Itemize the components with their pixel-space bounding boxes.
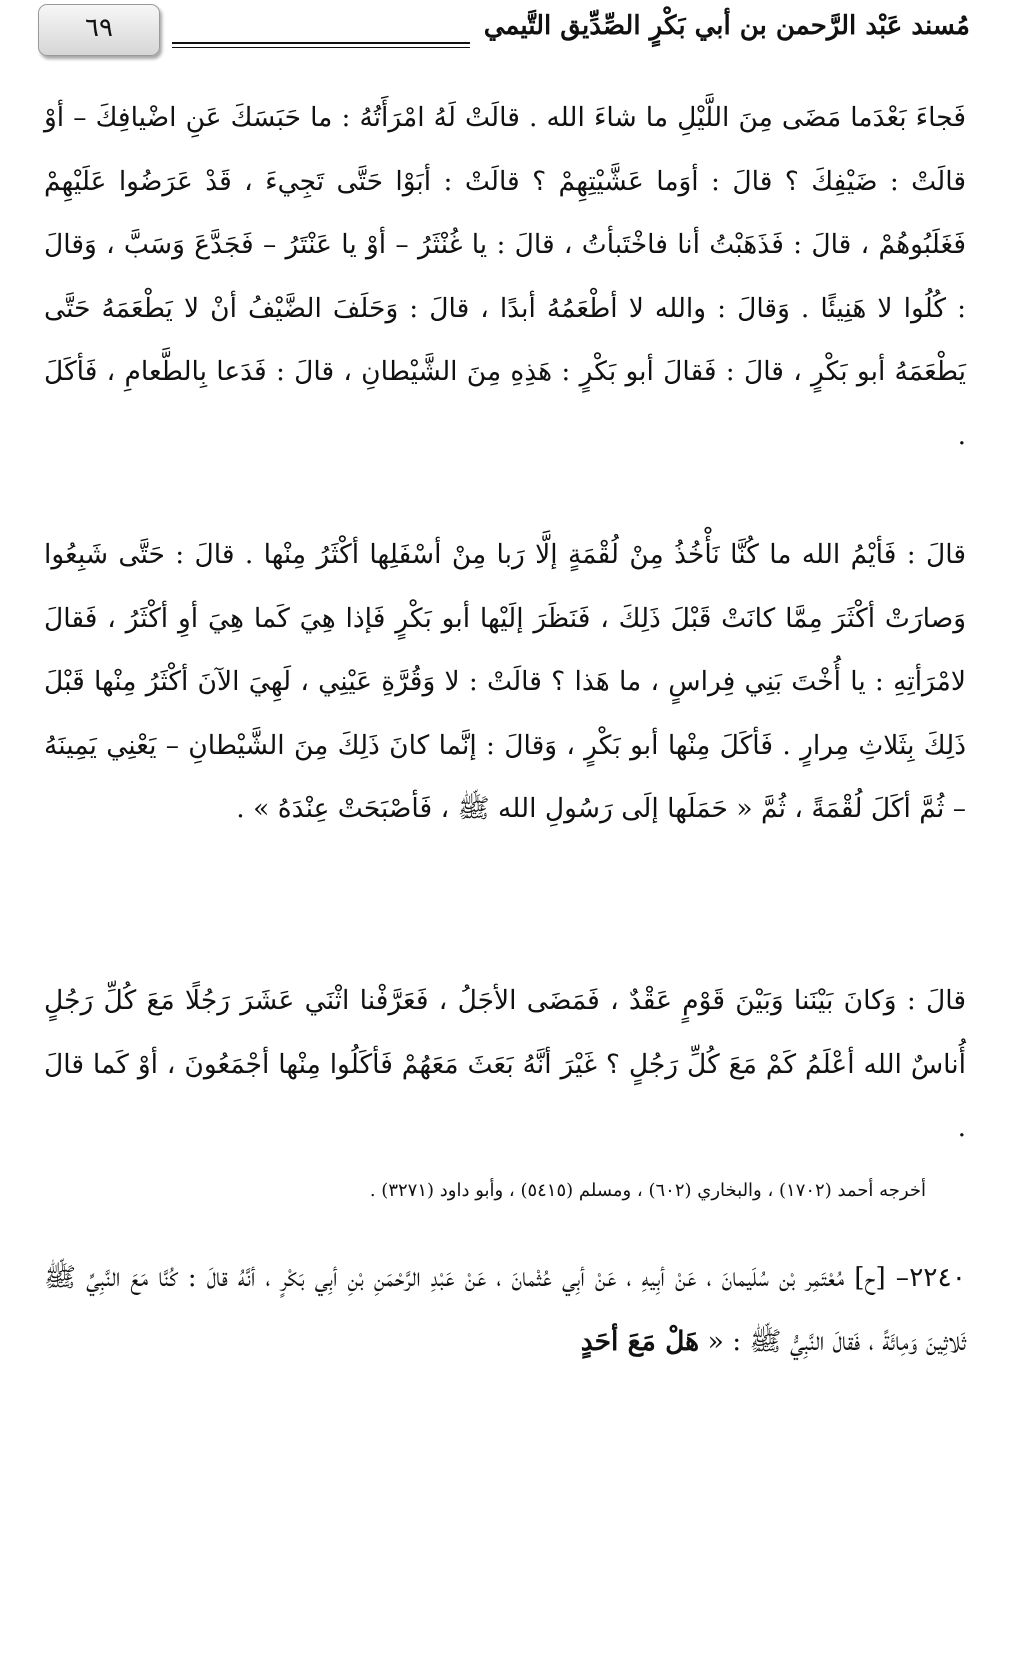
paragraph-1: فَجاءَ بَعْدَما مَضَى مِنَ اللَّيْلِ ما شاءَ الله . قالَتْ لَهُ امْرَأَتُهُ : ما حَبَسَكَ عَنِ اضْيافِكَ – أوْ قالَتْ : ضَيْفِكَ ؟ قالَ : أوَما عَشَّيْتِهِمْ ؟ قالَتْ : أبَوْا حَتَّى تَجِيءَ ، قَدْ عَرَضُوا عَلَيْهِمْ فَغَلَبُوهُمْ ، قالَ : فَذَهَبْتُ أنا فاخْتَبأتُ ، قالَ : يا غُنْثَرُ – أوْ يا عَنْتَرُ – فَجَدَّعَ وَسَبَّ ، وَقالَ : كُلُوا لا هَنِيئًا . وَقالَ : والله لا أطْعَمُهُ أبدًا ، قالَ : وَحَلَفَ الضَّيْفُ أنْ لا يَطْعَمَهُ حَتَّى يَطْعَمَهُ أبو بَكْرٍ ، قالَ : فَقالَ أبو بَكْرٍ : هَذِهِ مِنَ الشَّيْطانِ ، قالَ : فَدَعا بِالطَّعامِ ، فَأكَلَ . xyxy=(44,102,966,451)
header-rule xyxy=(172,42,470,44)
hadith-2240 xyxy=(44,1246,966,1373)
paragraph-2: قالَ : فَأيْمُ الله ما كُنَّا نَأْخُذُ مِنْ لُقْمَةٍ إلَّا رَبا مِنْ أسْفَلِها أكْثَرُ مِنْها . قالَ : حَتَّى شَبِعُوا وَصارَتْ أكْثَرَ مِمَّا كانَتْ قَبْلَ ذَلِكَ ، فَنَظَرَ إلَيْها أبو بَكْرٍ فَإذا هِيَ كَما هِيَ أوِ أكْثَرُ ، فَقالَ لامْرَأتِهِ : يا أُخْتَ بَنِي فِراسٍ ، ما هَذا ؟ قالَتْ : لا وَقُرَّةِ عَيْنِي ، لَهِيَ الآنَ أكْثَرُ مِنْها قَبْلَ ذَلِكَ بِثَلاثِ مِرارٍ . فَأكَلَ مِنْها أبو بَكْرٍ ، وَقالَ : إنَّما كانَ ذَلِكَ مِنَ الشَّيْطانِ – يَعْنِي يَمِينَهُ – ثُمَّ أكَلَ لُقْمَةً ، ثُمَّ « حَمَلَها إلَى رَسُولِ الله ﷺ ، فَأصْبَحَتْ عِنْدَهُ » . xyxy=(44,539,966,824)
page-number: ٦٩ xyxy=(38,4,160,56)
hadith-2240-text: ٢٢٤٠– [ح] مُعْتَمِر بْن سُلَيمانَ ، عَنْ أبِيهِ ، عَنْ أبِي عُثْمانَ ، عَنْ عَبْدِ الرَّحْمَنِ بْنِ أبِي بَكْرٍ ، أنَّهُ قالَ : كُنَّا مَعَ النَّبِيِّ ﷺ ثَلاثِينَ وَمِائَةً ، فَقالَ النَّبِيُّ ﷺ : « xyxy=(44,1262,966,1357)
hadith-2240-bold-text: هَلْ مَعَ أحَدٍ xyxy=(580,1325,700,1357)
header-rule-thin xyxy=(172,47,470,48)
running-title: مُسند عَبْد الرَّحمن بن أبي بَكْرٍ الصِّدِّيق التَّيمي xyxy=(483,11,970,41)
paragraph-3: قالَ : وَكانَ بَيْنَنا وَبَيْنَ قَوْمٍ عَقْدٌ ، فَمَضَى الأجَلُ ، فَعَرَّفْنا اثْنَي عَشَرَ رَجُلًا مَعَ كُلِّ رَجُلٍ أُناسٌ الله أعْلَمُ كَمْ مَعَ كُلِّ رَجُلٍ ؟ غَيْرَ أنَّهُ بَعَثَ مَعَهُمْ فَأكَلُوا مِنْها أجْمَعُونَ ، أوْ كَما قالَ . xyxy=(44,985,966,1143)
takhrij-footnote: أخرجه أحمد (١٧٠٢) ، والبخاري (٦٠٢) ، ومسلم (٥٤١٥) ، وأبو داود (٣٢٧١) . xyxy=(369,1180,926,1201)
